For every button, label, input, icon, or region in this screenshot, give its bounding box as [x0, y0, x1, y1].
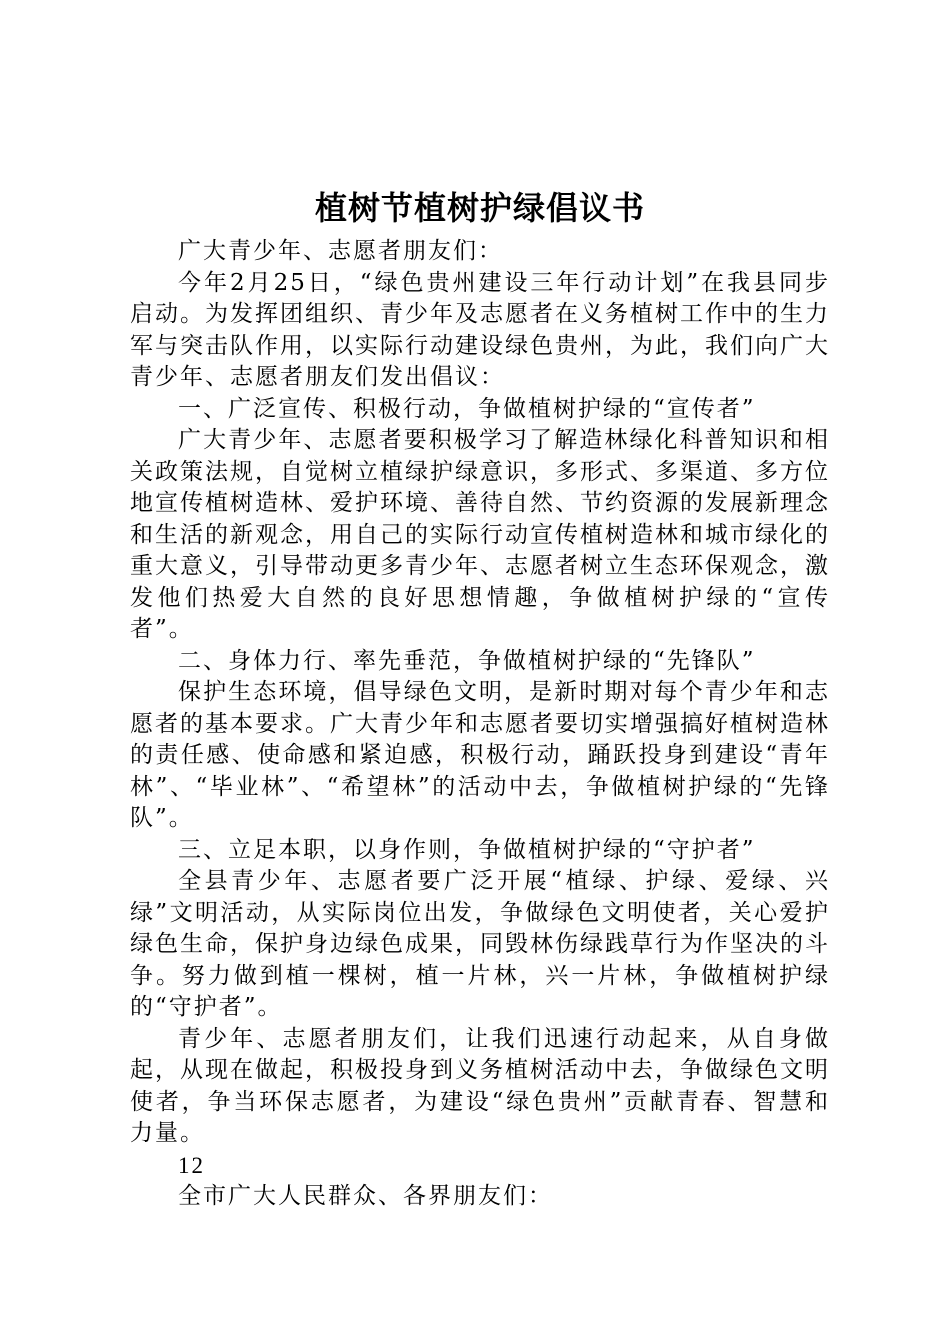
- section-body-2: 保护生态环境，倡导绿色文明，是新时期对每个青少年和志愿者的基本要求。广大青少年和志愿者要切实增强搞好植树造林的责任感、使命感和紧迫感，积极行动，踊跃投身到建设“青年林”、“毕业林”、“希望林”的活动中去，争做植树护绿的“先锋队”。: [130, 679, 830, 831]
- section-heading-3: 三、立足本职，以身作则，争做植树护绿的“守护者”: [178, 836, 756, 863]
- section-body-1: 广大青少年、志愿者要积极学习了解造林绿化科普知识和相关政策法规，自觉树立植绿护绿意识，多形式、多渠道、多方位地宣传植树造林、爱护环境、善待自然、节约资源的发展新理念和生活的新观念，用自己的实际行动宣传植树造林和城市绿化的重大意义，引导带动更多青少年、志愿者树立生态环保观念，激发他们热爱大自然的良好思想情趣，争做植树护绿的“宣传者”。: [130, 427, 830, 642]
- intro-paragraph: 今年2月25日，“绿色贵州建设三年行动计划”在我县同步启动。为发挥团组织、青少年及志愿者在义务植树工作中的生力军与突击队作用，以实际行动建设绿色贵州，为此，我们向广大青少年、志愿者朋友们发出倡议：: [130, 269, 830, 390]
- document-title: 植树节植树护绿倡议书: [314, 189, 645, 227]
- salutation: 广大青少年、志愿者朋友们：: [178, 238, 503, 264]
- document-page: [130, 180, 830, 1213]
- second-salutation: 全市广大人民群众、各界朋友们：: [178, 1183, 553, 1209]
- section-body-3: 全县青少年、志愿者要广泛开展“植绿、护绿、爱绿、兴绿”文明活动，从实际岗位出发，争做绿色文明使者，关心爱护绿色生命，保护身边绿色成果，同毁林伤绿践草行为作坚决的斗争。努力做到植一棵树，植一片林，兴一片林，争做植树护绿的“守护者”。: [130, 868, 830, 1020]
- section-heading-2: 二、身体力行、率先垂范，争做植树护绿的“先锋队”: [178, 647, 756, 674]
- section-number: 12: [178, 1152, 205, 1178]
- closing-paragraph: 青少年、志愿者朋友们，让我们迅速行动起来，从自身做起，从现在做起，积极投身到义务植树活动中去，争做绿色文明使者，争当环保志愿者，为建设“绿色贵州”贡献青春、智慧和力量。: [130, 1025, 830, 1146]
- section-heading-1: 一、广泛宣传、积极行动，争做植树护绿的“宣传者”: [178, 395, 756, 422]
